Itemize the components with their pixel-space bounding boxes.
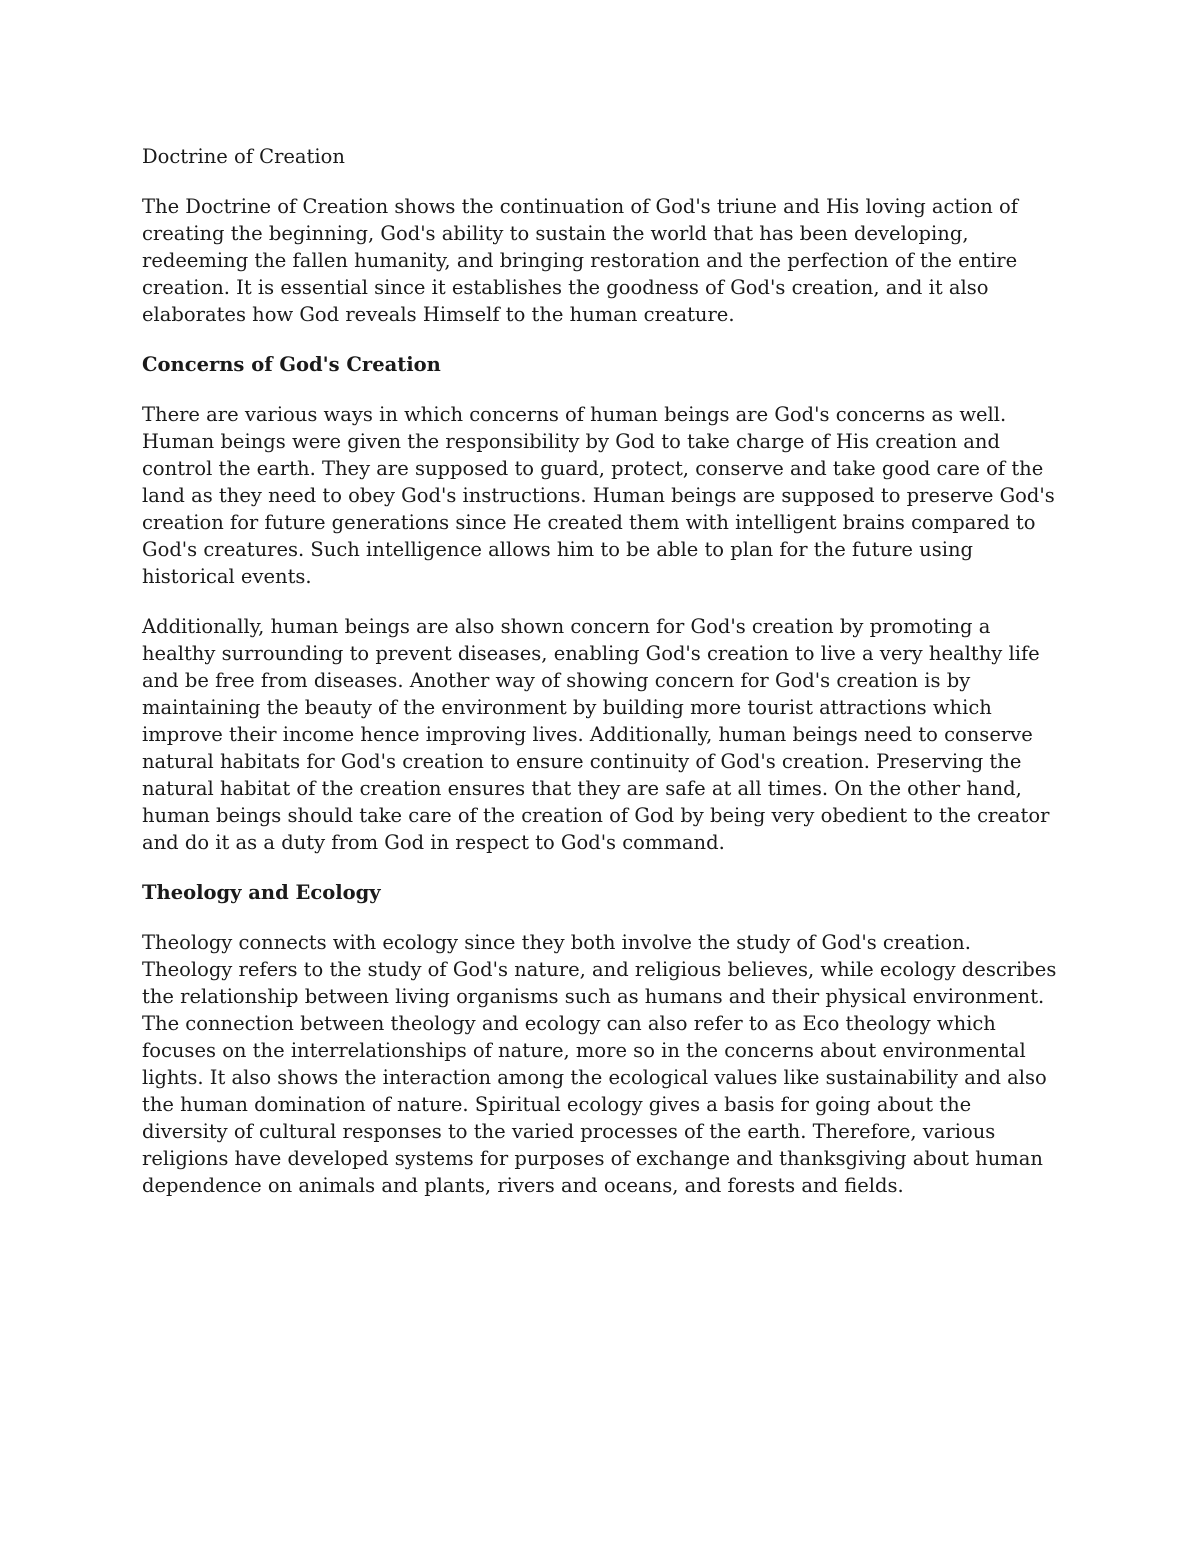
document-title: Doctrine of Creation <box>142 145 345 168</box>
section-heading-concerns: Concerns of God's Creation <box>142 353 441 376</box>
concerns-paragraph-1: There are various ways in which concerns of human beings are God's concerns as well. Human beings were given the responsibility by God to take charge of His creation and control the earth. They are supposed to guard, protect, conserve and take good care of the land as they need to obey God's instructions. Human beings are supposed to preserve God's creation for future generations since He created them with intelligent brains compared to God's creatures. Such intelligence allows him to be able to plan for the future using historical events. <box>142 403 1055 588</box>
concerns-paragraph-2: Additionally, human beings are also shown concern for God's creation by promoting a healthy surrounding to prevent diseases, enabling God's creation to live a very healthy life and be free from diseases. Another way of showing concern for God's creation is by maintaining the beauty of the environment by building more tourist attractions which improve their income hence improving lives. Additionally, human beings need to conserve natural habitats for God's creation to ensure continuity of God's creation. Preserving the natural habitat of the creation ensures that they are safe at all times. On the other hand, human beings should take care of the creation of God by being very obedient to the creator and do it as a duty from God in respect to God's command. <box>142 615 1050 854</box>
section-heading-theology-ecology: Theology and Ecology <box>142 881 381 904</box>
theology-ecology-paragraph: Theology connects with ecology since they both involve the study of God's creation. Theology refers to the study of God's nature, and religious believes, while ecology describes the relationship between living organisms such as humans and their physical environment. The connection between theology and ecology can also refer to as Eco theology which focuses on the interrelationships of nature, more so in the concerns about environmental lights. It also shows the interaction among the ecological values like sustainability and also the human domination of nature. Spiritual ecology gives a basis for going about the diversity of cultural responses to the varied processes of the earth. Therefore, various religions have developed systems for purposes of exchange and thanksgiving about human dependence on animals and plants, rivers and oceans, and forests and fields. <box>142 931 1057 1197</box>
intro-paragraph: The Doctrine of Creation shows the continuation of God's triune and His loving action of creating the beginning, God's ability to sustain the world that has been developing, redeeming the fallen humanity, and bringing restoration and the perfection of the entire creation. It is essential since it establishes the goodness of God's creation, and it also elaborates how God reveals Himself to the human creature. <box>142 195 1018 326</box>
document-body <box>142 143 1062 1222</box>
